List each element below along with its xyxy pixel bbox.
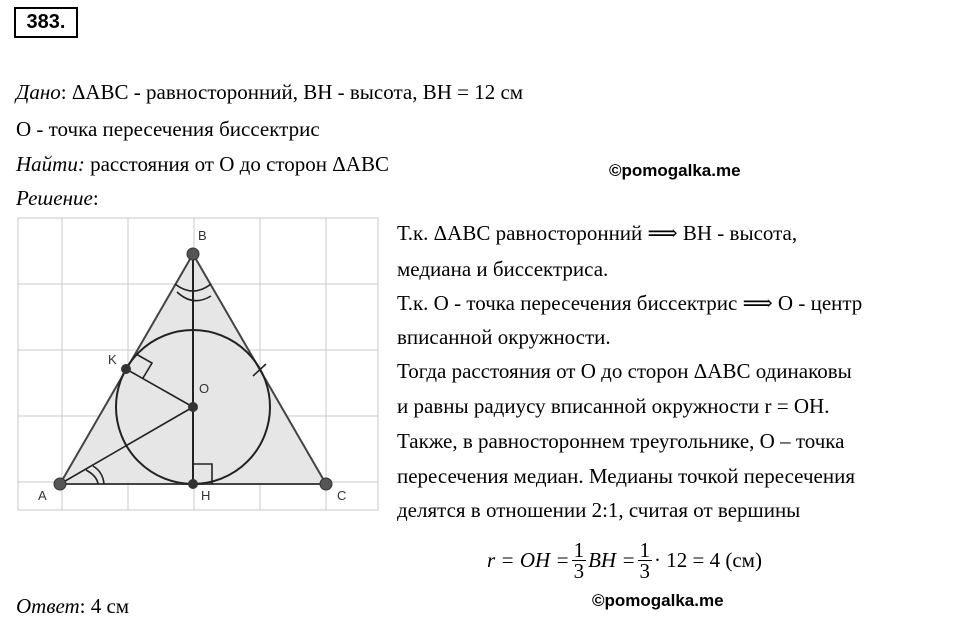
point-o <box>188 402 198 412</box>
label-k: K <box>108 352 117 367</box>
label-h: H <box>201 488 211 503</box>
formula-rhs: · 12 = 4 (см) <box>654 548 762 572</box>
geometry-figure <box>0 0 380 520</box>
solution-line: пересечения медиан. Медианы точкой пересечения <box>397 464 855 488</box>
given-label: Дано <box>16 80 61 104</box>
answer-label: Ответ <box>16 594 80 618</box>
solution-line: Тогда расстояния от O до сторон ΔABC одинаковы <box>397 359 852 383</box>
find-text: расстояния от O до сторон ΔABC <box>84 152 389 176</box>
find-label: Найти: <box>16 152 85 176</box>
formula-mid: BH = <box>588 548 636 572</box>
given-text: : ΔABC - равносторонний, BH - высота, BH = 12 см <box>60 80 524 104</box>
solution-label: Решение <box>16 186 93 210</box>
label-b: B <box>198 228 207 243</box>
label-o: O <box>199 381 210 396</box>
given-line-2: O - точка пересечения биссектрис <box>16 117 320 141</box>
label-c: C <box>337 488 347 503</box>
solution-line: Т.к. ΔABC равносторонний ⟹ BH - высота, <box>397 221 798 245</box>
formula-lhs: r = OH = <box>487 548 570 572</box>
solution-line: медиана и биссектриса. <box>397 257 609 281</box>
solution-line: и равны радиусу вписанной окружности r = OH. <box>397 394 830 418</box>
watermark-top: ©pomogalka.me <box>609 161 741 180</box>
solution-line: Также, в равностороннем треугольнике, O – точка <box>397 429 845 453</box>
label-a: A <box>38 488 47 503</box>
point-b <box>187 248 199 260</box>
solution-line: делятся в отношении 2:1, считая от вершины <box>397 498 801 522</box>
solution-line: Т.к. O - точка пересечения биссектрис ⟹ O - центр <box>397 291 863 315</box>
point-h <box>188 479 198 489</box>
watermark-bottom: ©pomogalka.me <box>592 591 724 610</box>
fraction-1: $\frac{1}{3}$ <box>573 538 585 583</box>
point-c <box>320 478 332 490</box>
solution-line: вписанной окружности. <box>397 325 611 349</box>
point-k <box>121 364 131 374</box>
solution-colon: : <box>92 186 99 210</box>
fraction-2: $\frac{1}{3}$ <box>639 538 651 583</box>
answer-line <box>16 593 129 619</box>
answer-text: : 4 см <box>79 594 130 618</box>
formula <box>487 540 762 581</box>
problem-number: 383. <box>14 7 78 38</box>
point-a <box>54 478 66 490</box>
